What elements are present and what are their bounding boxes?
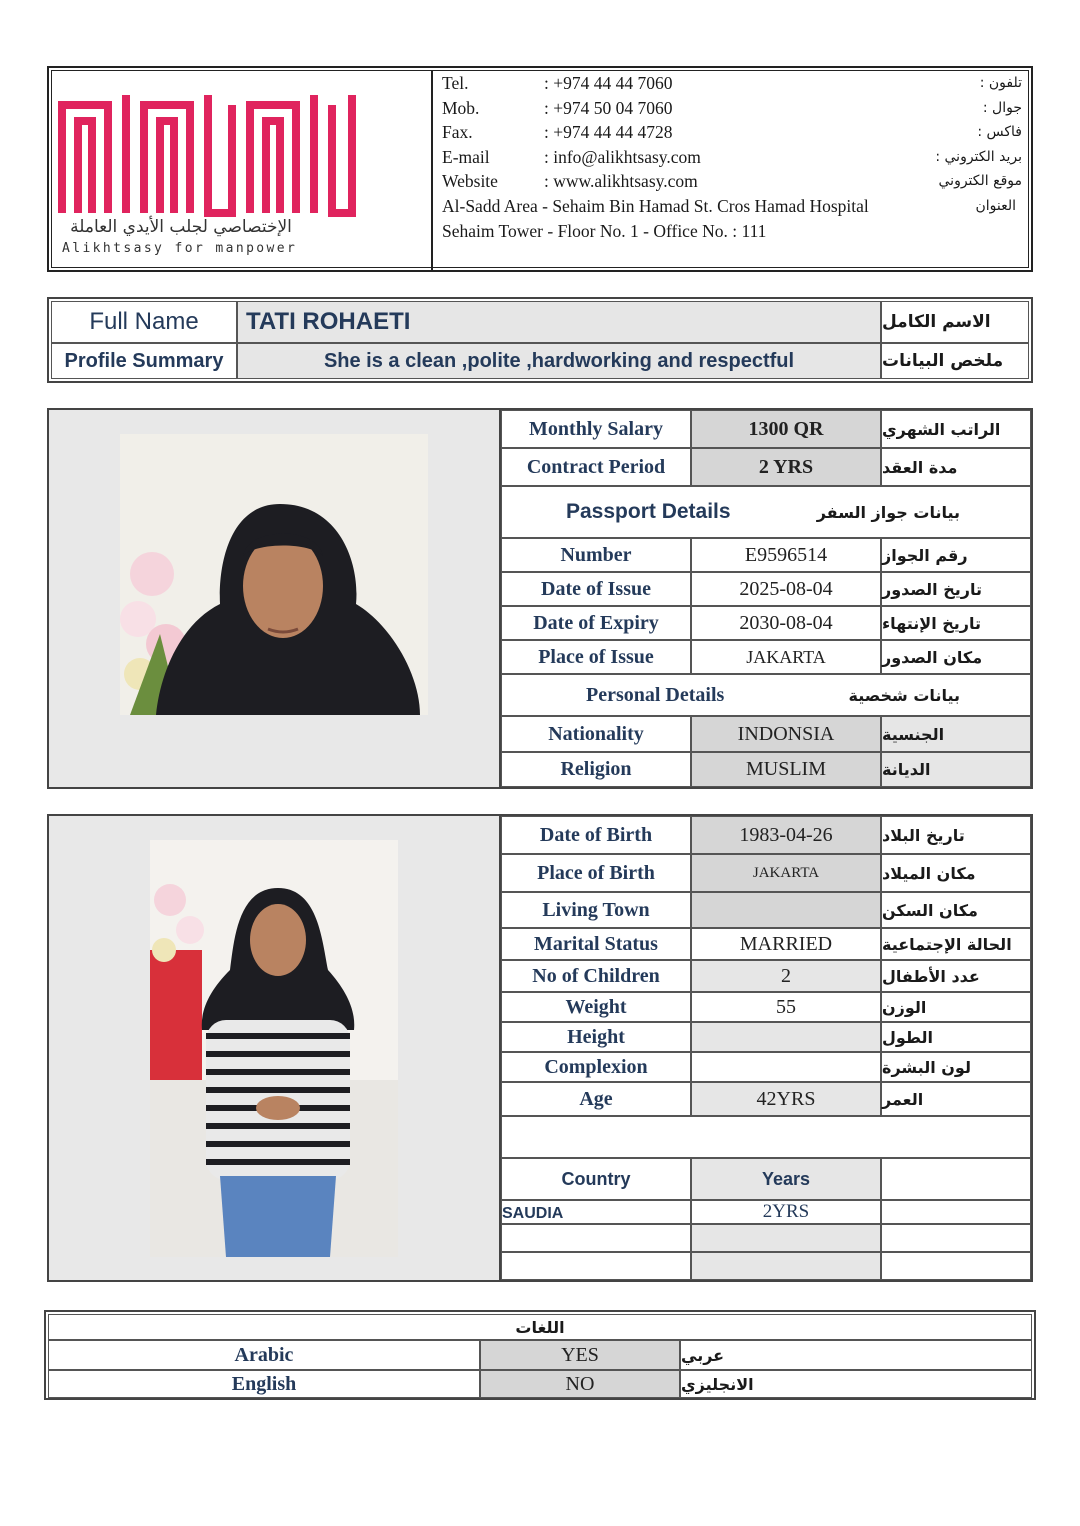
experience-empty-cell [881,1224,1031,1252]
age-arabic-label: العمر [881,1082,1031,1116]
place-of-birth-arabic-label: مكان الميلاد [881,854,1031,892]
place-of-birth-value: JAKARTA [691,854,881,892]
website-arabic-label: موقع الكتروني [938,173,1022,190]
place-of-issue-value: JAKARTA [691,640,881,674]
languages-table [44,1310,1036,1400]
letterhead [47,66,1033,272]
language-arabic-value: YES [480,1340,680,1370]
passport-number-label: Number [501,538,691,572]
nationality-value: INDONSIA [691,716,881,752]
experience-empty-cell [501,1252,691,1280]
living-town-value [691,892,881,928]
tel-arabic-label: تلفون : [979,75,1022,91]
contact-row-address [442,194,1032,219]
passport-details-heading: Passport Details [566,500,731,523]
complexion-value [691,1052,881,1082]
personal-details-heading-row [501,674,1031,716]
experience-country-header: Country [501,1158,691,1200]
contract-period-label: Contract Period [501,448,691,486]
tel-label: Tel. [442,73,469,93]
personal-details-section [47,814,1033,1282]
portrait-photo-image [120,434,428,715]
contact-row-email [442,145,1032,170]
passport-number-arabic-label: رقم الجواز [881,538,1031,572]
fax-arabic-label: فاكس : [977,124,1022,141]
language-english-arabic-label: الانجليزي [680,1370,1032,1398]
contact-row-tel [442,71,1032,96]
passport-number-value: E9596514 [691,538,881,572]
language-arabic-label: Arabic [48,1340,480,1370]
religion-arabic-label: الديانة [881,752,1031,787]
experience-empty-cell [501,1224,691,1252]
weight-arabic-label: الوزن [881,992,1031,1022]
languages-heading: اللغات [48,1314,1032,1340]
date-of-issue-arabic-label: تاريخ الصدور [881,572,1031,606]
monthly-salary-arabic-label: الراتب الشهري [881,410,1031,448]
passport-section [47,408,1033,789]
logo-latin-tagline: Alikhtsasy for manpower [62,241,298,256]
experience-empty-cell [691,1224,881,1252]
personal-details-heading-arabic: بيانات شخصية [848,685,960,705]
place-of-issue-arabic-label: مكان الصدور [881,640,1031,674]
place-of-issue-label: Place of Issue [501,640,691,674]
fax-label: Fax. [442,122,473,143]
date-of-expiry-label: Date of Expiry [501,606,691,640]
email-label: E-mail [442,146,490,167]
fax-value: : +974 44 44 4728 [544,122,673,143]
no-of-children-label: No of Children [501,960,691,992]
passport-details-heading-arabic: بيانات جواز السفر [816,502,960,522]
address-line-1: Al-Sadd Area - Sehaim Bin Hamad St. Cros Hamad Hospital [442,195,869,216]
date-of-issue-label: Date of Issue [501,572,691,606]
marital-status-label: Marital Status [501,928,691,960]
email-arabic-label: بريد الكتروني : [935,148,1022,165]
experience-empty-header [881,1158,1031,1200]
website-label: Website [442,171,498,192]
age-value: 42YRS [691,1082,881,1116]
monthly-salary-value: 1300 QR [691,410,881,448]
mobile-label: Mob. [442,97,480,118]
name-summary-table [47,297,1033,383]
tel-value: : +974 44 44 7060 [544,73,673,93]
full-name-value: TATI ROHAETI [237,301,881,343]
experience-years-header: Years [691,1158,881,1200]
contract-period-value: 2 YRS [691,448,881,486]
contact-block [442,71,1032,271]
profile-summary-value: She is a clean ,polite ,hardworking and respectful [237,343,881,379]
contact-row-address-2 [442,219,1032,244]
date-of-birth-label: Date of Birth [501,816,691,854]
contact-row-mobile [442,96,1032,121]
living-town-label: Living Town [501,892,691,928]
contact-row-website [442,169,1032,194]
language-english-label: English [48,1370,480,1398]
mobile-value: : +974 50 04 7060 [544,97,673,118]
date-of-expiry-arabic-label: تاريخ الإنتهاء [881,606,1031,640]
contact-row-fax [442,120,1032,145]
religion-label: Religion [501,752,691,787]
personal-details-heading: Personal Details [586,683,725,706]
experience-country-cell: SAUDIA [501,1200,691,1224]
date-of-expiry-value: 2030-08-04 [691,606,881,640]
address-arabic-label: العنوان [975,197,1016,214]
marital-status-arabic-label: الحالة الإجتماعية [881,928,1031,960]
height-value [691,1022,881,1052]
experience-empty-cell [881,1252,1031,1280]
company-logo [52,71,433,271]
complexion-arabic-label: لون البشرة [881,1052,1031,1082]
email-value: : info@alikhtsasy.com [544,146,701,167]
experience-empty-cell [881,1200,1031,1224]
height-label: Height [501,1022,691,1052]
photo-panel-full-body [49,816,501,1280]
passport-details-heading-row [501,486,1031,538]
date-of-birth-arabic-label: تاريخ البلاد [881,816,1031,854]
height-arabic-label: الطول [881,1022,1031,1052]
full-body-photo [150,840,398,1257]
full-name-label: Full Name [51,301,237,343]
mobile-arabic-label: جوال : [982,99,1022,116]
date-of-birth-value: 1983-04-26 [691,816,881,854]
language-english-value: NO [480,1370,680,1398]
experience-empty-cell [691,1252,881,1280]
photo-panel-portrait [49,410,501,787]
website-value: : www.alikhtsasy.com [544,171,698,192]
nationality-arabic-label: الجنسية [881,716,1031,752]
religion-value: MUSLIM [691,752,881,787]
nationality-label: Nationality [501,716,691,752]
logo-mark-icon [56,85,356,217]
full-body-photo-image [150,840,398,1257]
full-name-arabic-label: الاسم الكامل [881,301,1029,343]
profile-summary-arabic-label: ملخص البيانات [881,343,1029,379]
language-arabic-arabic-label: عربي [680,1340,1032,1370]
age-label: Age [501,1082,691,1116]
experience-spacer-row [501,1116,1031,1158]
complexion-label: Complexion [501,1052,691,1082]
weight-value: 55 [691,992,881,1022]
logo-arabic-tagline: الإختصاصي لجلب الأيدي العاملة [70,217,292,237]
living-town-arabic-label: مكان السكن [881,892,1031,928]
portrait-photo [120,434,428,715]
place-of-birth-label: Place of Birth [501,854,691,892]
profile-summary-label: Profile Summary [51,343,237,379]
no-of-children-value: 2 [691,960,881,992]
no-of-children-arabic-label: عدد الأطفال [881,960,1031,992]
marital-status-value: MARRIED [691,928,881,960]
address-line-2: Sehaim Tower - Floor No. 1 - Office No. : 111 [442,220,767,241]
experience-years-cell: 2YRS [691,1200,881,1224]
date-of-issue-value: 2025-08-04 [691,572,881,606]
monthly-salary-label: Monthly Salary [501,410,691,448]
contract-period-arabic-label: مدة العقد [881,448,1031,486]
weight-label: Weight [501,992,691,1022]
